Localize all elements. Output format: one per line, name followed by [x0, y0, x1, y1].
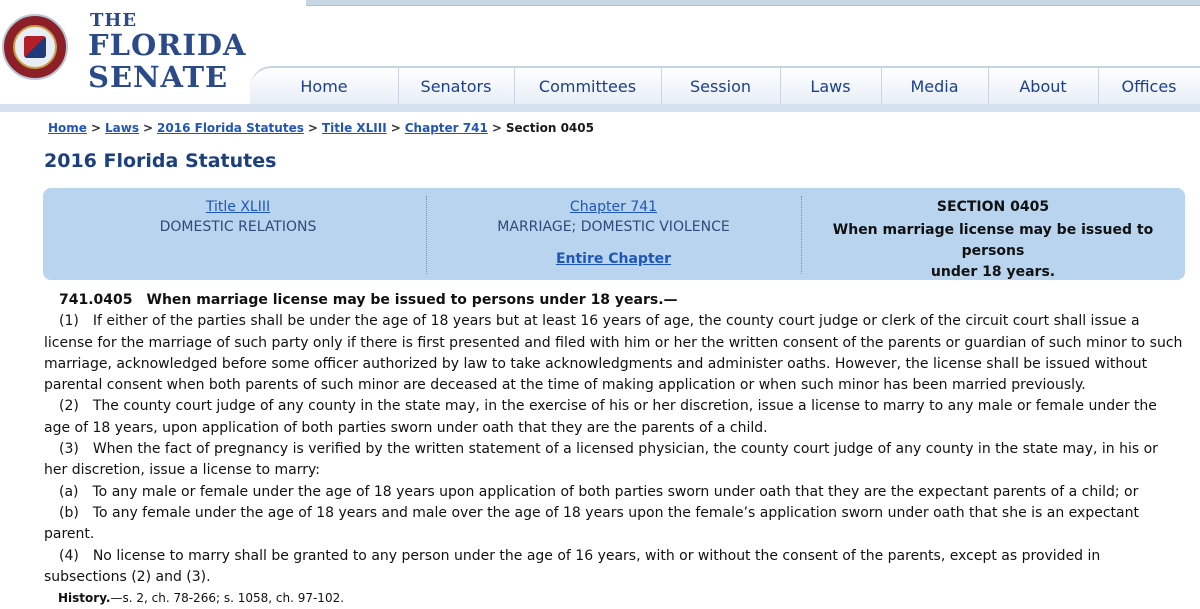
nav-offices[interactable]: Offices	[1121, 77, 1177, 96]
site-header	[0, 0, 1200, 104]
breadcrumb-separator: >	[390, 121, 401, 135]
history-text: —s. 2, ch. 78-266; s. 1058, ch. 97-102.	[110, 591, 345, 606]
logo-line-senate[interactable]: SENATE	[88, 60, 229, 94]
title-column	[43, 188, 433, 291]
section-label: SECTION 0405	[936, 199, 1050, 215]
statute-subsection-3b: (b) To any female under the age of 18 years and male over the age of 18 years upon the female’s application sworn under oath that she is an expectant parent.	[44, 504, 1139, 543]
nav-senators[interactable]: Senators	[398, 68, 515, 106]
nav-media[interactable]: Media	[881, 68, 989, 106]
chapter-column	[426, 188, 801, 291]
statute-subsection-1: (1) If either of the parties shall be under the age of 18 years but at least 16 years of age, the county court judge or clerk of the circuit court shall issue a license for the marriage of such party only if there is first presented and filed with him or her the written consent of the parents or guardian of such minor to such marriage, acknowledged before some officer authorized by law to take acknowledgments and administer oaths. However, the license shall be issued without parental consent when both parents of such minor are deceased at the time of making application or when such minor has been married previously.	[44, 313, 1183, 394]
statute-history	[44, 588, 1184, 609]
page-title: 2016 Florida Statutes	[44, 150, 277, 172]
breadcrumb-separator: >	[142, 121, 154, 135]
statute-subsection-4: (4) No license to marry shall be granted to any person under the age of 16 years, with or without the consent of the parents, except as provided in subsections (2) and (3).	[44, 547, 1101, 585]
section-column	[801, 188, 1185, 291]
nav-session[interactable]: Session	[661, 68, 781, 106]
statute-subsection-2: (2) The county court judge of any county in the state may, in the exercise of his or her discretion, issue a license to marry to any male or female under the age of 18 years, upon application of both parties sworn under oath that they are the parents of a child.	[44, 398, 1157, 436]
top-search-bar	[306, 0, 1200, 6]
statute-text	[44, 290, 1184, 609]
entire-chapter-link[interactable]: Entire Chapter	[555, 251, 672, 267]
breadcrumb-home[interactable]: Home	[48, 121, 87, 135]
title-link[interactable]: Title XLIII	[205, 199, 271, 215]
main-navigation	[250, 66, 1200, 106]
statute-info-box	[43, 188, 1185, 280]
breadcrumb-separator: >	[90, 121, 101, 135]
title-name: DOMESTIC RELATIONS	[159, 219, 317, 235]
breadcrumb-title[interactable]: Title XLIII	[321, 121, 387, 135]
section-title-line1: When marriage license may be issued to persons	[832, 222, 1154, 259]
nav-home[interactable]: Home	[250, 68, 399, 106]
history-label: History.	[58, 591, 111, 606]
breadcrumb-separator: >	[307, 121, 318, 135]
seal-inner	[13, 25, 57, 69]
statute-subsection-3: (3) When the fact of pregnancy is verified by the written statement of a licensed physician, the county court judge of any county in the state may, in his or her discretion, issue a license to marry:	[44, 441, 1158, 479]
statute-subsection-3a: (a) To any male or female under the age of 18 years upon application of both parties sworn under oath that they are the expectant parents of a child; or	[59, 483, 1139, 500]
header-divider-band	[0, 104, 1200, 112]
breadcrumb-separator: >	[491, 121, 502, 135]
breadcrumb-statutes[interactable]: 2016 Florida Statutes	[157, 121, 304, 135]
logo-line-the[interactable]: THE	[90, 10, 138, 31]
flag-emblem-icon	[24, 36, 46, 58]
breadcrumb-current: Section 0405	[505, 121, 594, 135]
nav-laws[interactable]: Laws	[780, 68, 882, 106]
statute-heading: 741.0405 When marriage license may be issued to persons under 18 years.—	[59, 292, 678, 308]
breadcrumb-laws[interactable]: Laws	[105, 121, 139, 135]
chapter-name: MARRIAGE; DOMESTIC VIOLENCE	[497, 219, 730, 235]
senate-seal-logo[interactable]	[2, 14, 68, 80]
breadcrumb	[48, 121, 594, 135]
section-title-line2: under 18 years.	[930, 264, 1056, 280]
logo-line-florida[interactable]: FLORIDA	[88, 28, 247, 62]
nav-about[interactable]: About	[988, 68, 1099, 106]
breadcrumb-chapter[interactable]: Chapter 741	[404, 121, 488, 135]
chapter-link[interactable]: Chapter 741	[569, 199, 658, 215]
nav-committees[interactable]: Committees	[514, 68, 662, 106]
